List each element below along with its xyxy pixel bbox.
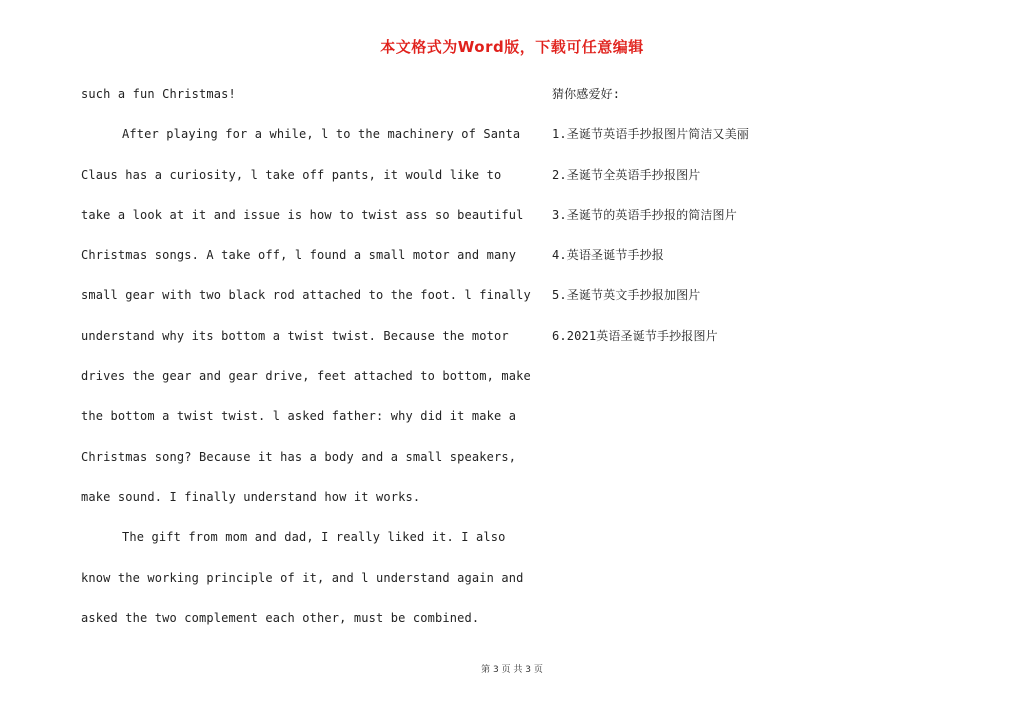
article-line: drives the gear and gear drive, feet attached to bottom, make [81,369,531,384]
article-line: After playing for a while, l to the machinery of Santa [122,127,521,142]
related-item[interactable]: 2.圣诞节全英语手抄报图片 [552,167,701,182]
related-articles [552,84,972,366]
article-line: asked the two complement each other, must be combined. [81,610,480,625]
article-line: The gift from mom and dad, I really liked it. I also [122,530,506,545]
article-line: make sound. I finally understand how it works. [81,489,421,504]
article-line: know the working principle of it, and l understand again and [81,570,524,585]
related-item[interactable]: 1.圣诞节英语手抄报图片简洁又美丽 [552,127,750,142]
article-line: understand why its bottom a twist twist. Because the motor [81,328,509,343]
document-banner: 本文格式为Word版，下载可任意编辑 [380,38,644,56]
article-line: small gear with two black rod attached to the foot. l finally [81,288,531,303]
related-item[interactable]: 3.圣诞节的英语手抄报的简洁图片 [552,207,737,222]
article-line: take a look at it and issue is how to twist ass so beautiful [81,207,524,222]
article-line: Christmas song? Because it has a body and a small speakers, [81,449,517,464]
page-number-footer: 第 3 页 共 3 页 [481,665,543,675]
article-line: the bottom a twist twist. l asked father: why did it make a [81,409,517,424]
related-heading: 猜你感爱好: [552,87,621,101]
related-item[interactable]: 6.2021英语圣诞节手抄报图片 [552,328,718,343]
article-line: Claus has a curiosity, l take off pants, it would like to [81,167,502,182]
article-body [81,84,531,648]
related-item[interactable]: 5.圣诞节英文手抄报加图片 [552,288,701,303]
article-line: Christmas songs. A take off, l found a small motor and many [81,248,517,263]
related-item[interactable]: 4.英语圣诞节手抄报 [552,248,664,263]
article-line: such a fun Christmas! [81,87,236,101]
